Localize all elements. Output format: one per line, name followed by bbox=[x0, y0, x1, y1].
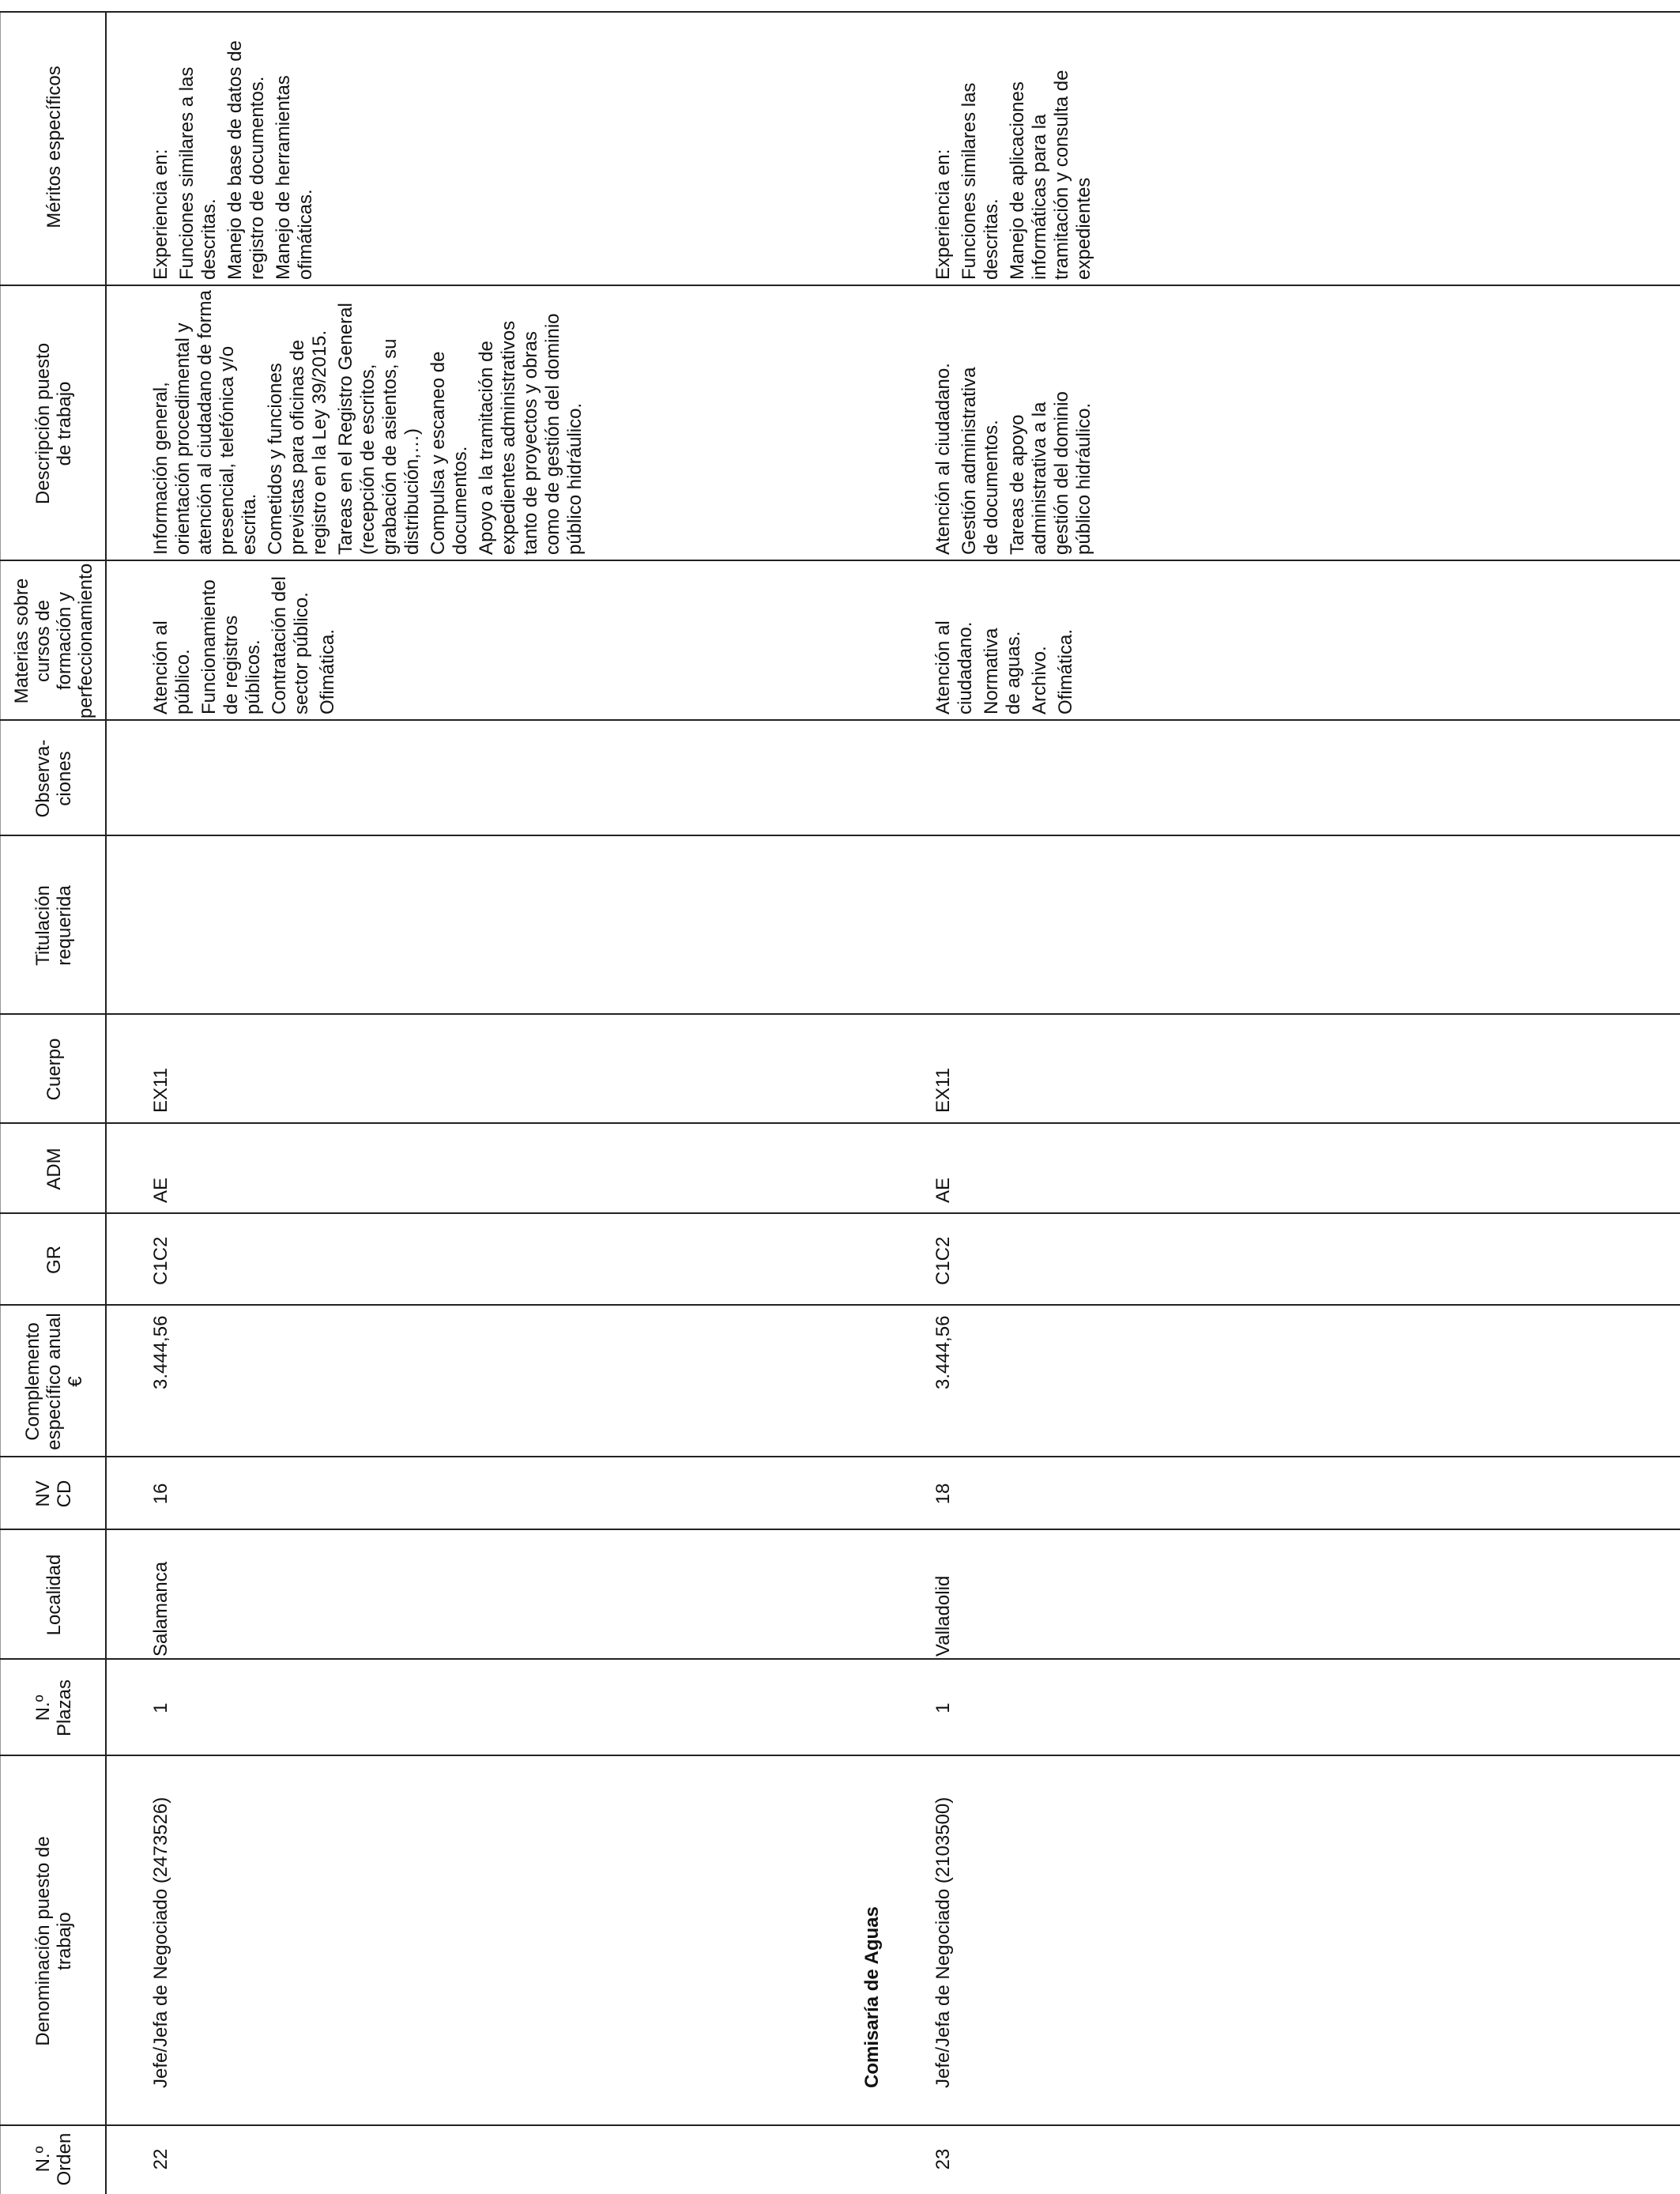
materia-item: Funcionamiento de registros públicos. bbox=[198, 579, 264, 714]
header-cuerpo: Cuerpo bbox=[43, 1038, 65, 1101]
descripcion-item: Tareas de apoyo administrativa a la gestión del dominio público hidráulico. bbox=[1007, 391, 1094, 555]
row-23-nivel: 18 bbox=[932, 1483, 954, 1505]
row-22-cuerpo: EX11 bbox=[150, 1068, 171, 1113]
header-materias: Materias sobre cursos de formación y perfeccionamiento bbox=[11, 563, 96, 719]
table-right-border bbox=[0, 11, 1680, 13]
row-23-denominacion: Jefe/Jefa de Negociado (2103500) bbox=[932, 1796, 954, 2088]
header-complemento: Complemento específico anual € bbox=[21, 1313, 86, 1450]
header-divider bbox=[105, 13, 107, 2194]
header-nivel: NV CD bbox=[32, 1480, 75, 1508]
row-22-adm: AE bbox=[150, 1177, 171, 1203]
row-23-grupo: C1C2 bbox=[932, 1236, 954, 1285]
section-title: Comisaría de Aguas bbox=[861, 1906, 883, 2088]
descripcion-item: Tareas en el Registro General (recepción de escritos, grabación de asientos, su distribución,…) bbox=[335, 303, 423, 555]
materia-item: Archivo. bbox=[1029, 646, 1050, 714]
merito-item: Experiencia en: bbox=[932, 149, 954, 280]
col-sep bbox=[0, 1013, 1680, 1015]
header-meritos: Méritos específicos bbox=[43, 66, 65, 228]
row-22-plazas: 1 bbox=[150, 1702, 171, 1713]
materia-item: Normativa de aguas. bbox=[981, 628, 1024, 714]
col-sep bbox=[0, 1304, 1680, 1306]
merito-item: Manejo de aplicaciones informáticas para la tramitación y consulta de expedientes bbox=[1007, 70, 1094, 280]
row-23-cuerpo: EX11 bbox=[932, 1068, 954, 1113]
merito-item: Funciones similares a las descritas. bbox=[176, 66, 220, 280]
merito-item: Manejo de base de datos de registro de documentos. bbox=[224, 40, 268, 280]
header-adm: ADM bbox=[43, 1148, 65, 1190]
row-23-localidad: Valladolid bbox=[932, 1575, 954, 1657]
descripcion-item: Gestión administrativa de documentos. bbox=[959, 367, 1002, 555]
row-23-materias bbox=[932, 604, 1170, 714]
materia-item: Atención al público. bbox=[150, 620, 194, 714]
row-22-denominacion: Jefe/Jefa de Negociado (2473526) bbox=[150, 1796, 171, 2088]
col-sep bbox=[0, 560, 1680, 561]
col-sep bbox=[0, 1212, 1680, 1214]
row-23-descripcion bbox=[932, 357, 1170, 555]
header-titulacion: Titulación requerida bbox=[32, 885, 75, 966]
header-denominacion: Denominación puesto de trabajo bbox=[32, 1836, 75, 2046]
header-grupo: GR bbox=[43, 1246, 65, 1274]
col-sep bbox=[0, 1529, 1680, 1530]
row-23-adm: AE bbox=[932, 1177, 954, 1203]
header-plazas: N.º Plazas bbox=[32, 1679, 75, 1737]
row-22-descripcion bbox=[150, 289, 735, 555]
row-22-nivel: 16 bbox=[150, 1483, 171, 1505]
col-sep bbox=[0, 835, 1680, 836]
descripcion-item: Atención al ciudadano. bbox=[932, 363, 954, 555]
col-sep bbox=[0, 719, 1680, 721]
col-sep bbox=[0, 1456, 1680, 1457]
col-sep bbox=[0, 2124, 1680, 2126]
col-sep bbox=[0, 1755, 1680, 1756]
descripcion-item: Compulsa y escaneo de documentos. bbox=[428, 351, 471, 555]
row-22-grupo: C1C2 bbox=[150, 1236, 171, 1285]
col-sep bbox=[0, 285, 1680, 286]
row-23-complemento: 3.444,56 bbox=[932, 1315, 954, 1389]
row-23-orden: 23 bbox=[932, 2148, 954, 2170]
row-22-orden: 22 bbox=[150, 2148, 171, 2170]
merito-item: Experiencia en: bbox=[150, 149, 171, 280]
merito-item: Manejo de herramientas ofimáticas. bbox=[273, 75, 316, 280]
descripcion-item: Apoyo a la tramitación de expedientes administrativos tanto de proyectos y obras como de gestión del dominio público hidráulico. bbox=[476, 313, 586, 555]
col-sep bbox=[0, 1122, 1680, 1124]
row-22-meritos bbox=[150, 14, 498, 280]
materia-item: Ofimática. bbox=[1055, 628, 1076, 714]
materia-item: Contratación del sector público. bbox=[269, 576, 312, 714]
materia-item: Atención al ciudadano. bbox=[932, 620, 976, 714]
row-23-plazas: 1 bbox=[932, 1702, 954, 1713]
header-localidad: Localidad bbox=[43, 1554, 65, 1636]
col-sep bbox=[0, 1658, 1680, 1660]
row-23-meritos bbox=[932, 27, 1170, 280]
header-descripcion: Descripción puesto de trabajo bbox=[32, 342, 75, 505]
header-observaciones: Observa-ciones bbox=[32, 739, 75, 818]
merito-item: Funciones similares las descritas. bbox=[959, 82, 1002, 280]
descripcion-item: Información general, orientación procedimental y atención al ciudadano de forma presencial, telefónica y/o escrita. bbox=[150, 290, 260, 555]
row-22-materias bbox=[150, 564, 498, 714]
descripcion-item: Cometidos y funciones previstas para oficinas de registro en la Ley 39/2015. bbox=[265, 330, 330, 555]
row-22-localidad: Salamanca bbox=[150, 1561, 171, 1657]
materia-item: Ofimática. bbox=[317, 628, 338, 714]
row-22-complemento: 3.444,56 bbox=[150, 1315, 171, 1389]
table-left-edge bbox=[0, 13, 1, 2194]
header-orden: N.º Orden bbox=[32, 2132, 75, 2186]
